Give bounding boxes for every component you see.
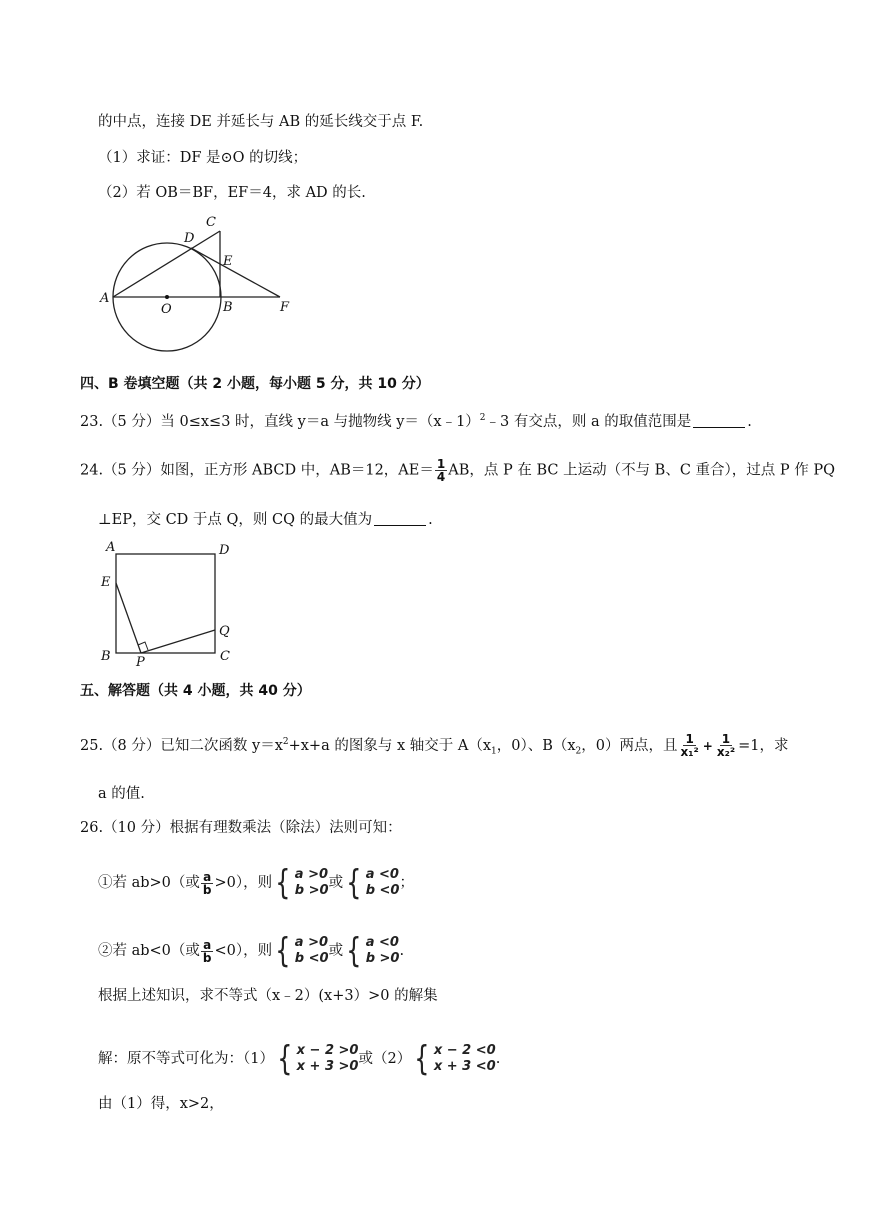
square-figure bbox=[95, 538, 245, 668]
problem-26-rule-2: ②若 ab<0（或 $\frac{a}{b}$ <0），则 { a >0 b <0 或 { a <0 b >0 . bbox=[98, 931, 405, 971]
problem-24-line-2: ⊥EP，交 CD 于点 Q，则 CQ 的最大值为 . bbox=[98, 512, 433, 528]
system-s5: { x − 2 >0 x + 3 >0 bbox=[277, 1039, 359, 1079]
line-ep bbox=[116, 583, 141, 653]
label-p: P bbox=[136, 655, 145, 668]
label-f: F bbox=[280, 300, 290, 315]
label-c: C bbox=[220, 649, 230, 664]
fraction-a-over-b: $\frac{a}{b}$ bbox=[202, 937, 212, 965]
system-s4: { a <0 b >0 bbox=[346, 931, 400, 971]
problem-23: 23.（5 分）当 0≤x≤3 时，直线 y＝a 与抛物线 y＝（x﹣1）$^2$﹣3 有交点，则 a 的取值范围是 . bbox=[80, 413, 752, 430]
p22-question-2: （2）若 OB＝BF，EF＝4，求 AD 的长. bbox=[98, 185, 366, 201]
label-q: Q bbox=[219, 624, 230, 639]
fraction-a-over-b: $\frac{a}{b}$ bbox=[202, 869, 212, 897]
label-b: B bbox=[101, 649, 111, 664]
section-5-heading: 五、解答题（共 4 小题，共 40 分） bbox=[80, 683, 311, 699]
label-a: A bbox=[106, 540, 116, 555]
problem-26-rule-1: ①若 ab>0（或 $\frac{a}{b}$ >0），则 { a >0 b >0 或 { a <0 b <0 ； bbox=[98, 863, 414, 903]
fraction-1-over-x1-squared: $\frac{1}{\text{x₁²}}$ bbox=[680, 732, 699, 760]
answer-blank-24[interactable] bbox=[374, 511, 426, 526]
square-abcd bbox=[116, 554, 215, 653]
system-s3: { a >0 b <0 bbox=[275, 931, 329, 971]
label-d: D bbox=[184, 231, 195, 246]
answer-blank-23[interactable] bbox=[693, 413, 745, 428]
label-a: A bbox=[100, 291, 110, 306]
fraction-1-over-x2-squared: $\frac{1}{\text{x₂²}}$ bbox=[716, 732, 736, 760]
problem-26-title: 26.（10 分）根据有理数乘法（除法）法则可知： bbox=[80, 820, 402, 836]
p22-question-1: （1）求证：DF 是⊙O 的切线； bbox=[98, 150, 308, 166]
problem-26-last-line: 由（1）得，x>2， bbox=[98, 1096, 224, 1112]
p22-continuation: 的中点，连接 DE 并延长与 AB 的延长线交于点 F. bbox=[98, 114, 424, 130]
fraction-one-quarter: $\frac{1}{4}$ bbox=[436, 457, 446, 484]
system-s1: { a >0 b >0 bbox=[275, 863, 329, 903]
line-df bbox=[191, 248, 280, 297]
system-s2: { a <0 b <0 bbox=[346, 863, 400, 903]
label-d: D bbox=[219, 543, 230, 558]
label-c: C bbox=[206, 215, 216, 230]
problem-25-line-2: a 的值. bbox=[98, 786, 145, 802]
system-s6: { x − 2 <0 x + 3 <0 bbox=[414, 1039, 496, 1079]
line-pq bbox=[141, 630, 215, 653]
circle-tangent-figure bbox=[90, 210, 310, 360]
problem-26-knowledge: 根据上述知识，求不等式（x﹣2）(x+3）>0 的解集 bbox=[98, 988, 438, 1004]
problem-25-line-1: 25.（8 分）已知二次函数 $y=x^2+x+a$ 的图象与 x 轴交于 $A(x_1$，0）、$B(x_2$，0）两点，且 $\frac{1}{\text{x₁²}}$ + $\frac{1}{\text{x₂²}}$ =1，求 bbox=[80, 732, 789, 760]
section-4-heading: 四、B 卷填空题（共 2 小题，每小题 5 分，共 10 分） bbox=[80, 376, 430, 392]
problem-26-solution: 解：原不等式可化为：（1） { x − 2 >0 x + 3 >0 或（2） { x − 2 <0 x + 3 <0 . bbox=[98, 1039, 501, 1079]
label-b: B bbox=[223, 300, 233, 315]
label-e: E bbox=[101, 575, 111, 590]
label-e: E bbox=[223, 254, 233, 269]
center-point bbox=[165, 295, 169, 299]
label-o: O bbox=[161, 302, 172, 317]
line-ac bbox=[113, 231, 220, 297]
problem-24-line-1: 24.（5 分）如图，正方形 ABCD 中，AB＝12，AE＝ $\frac{1}{4}$ AB，点 P 在 BC 上运动（不与 B、C 重合），过点 P 作 PQ bbox=[80, 457, 836, 484]
